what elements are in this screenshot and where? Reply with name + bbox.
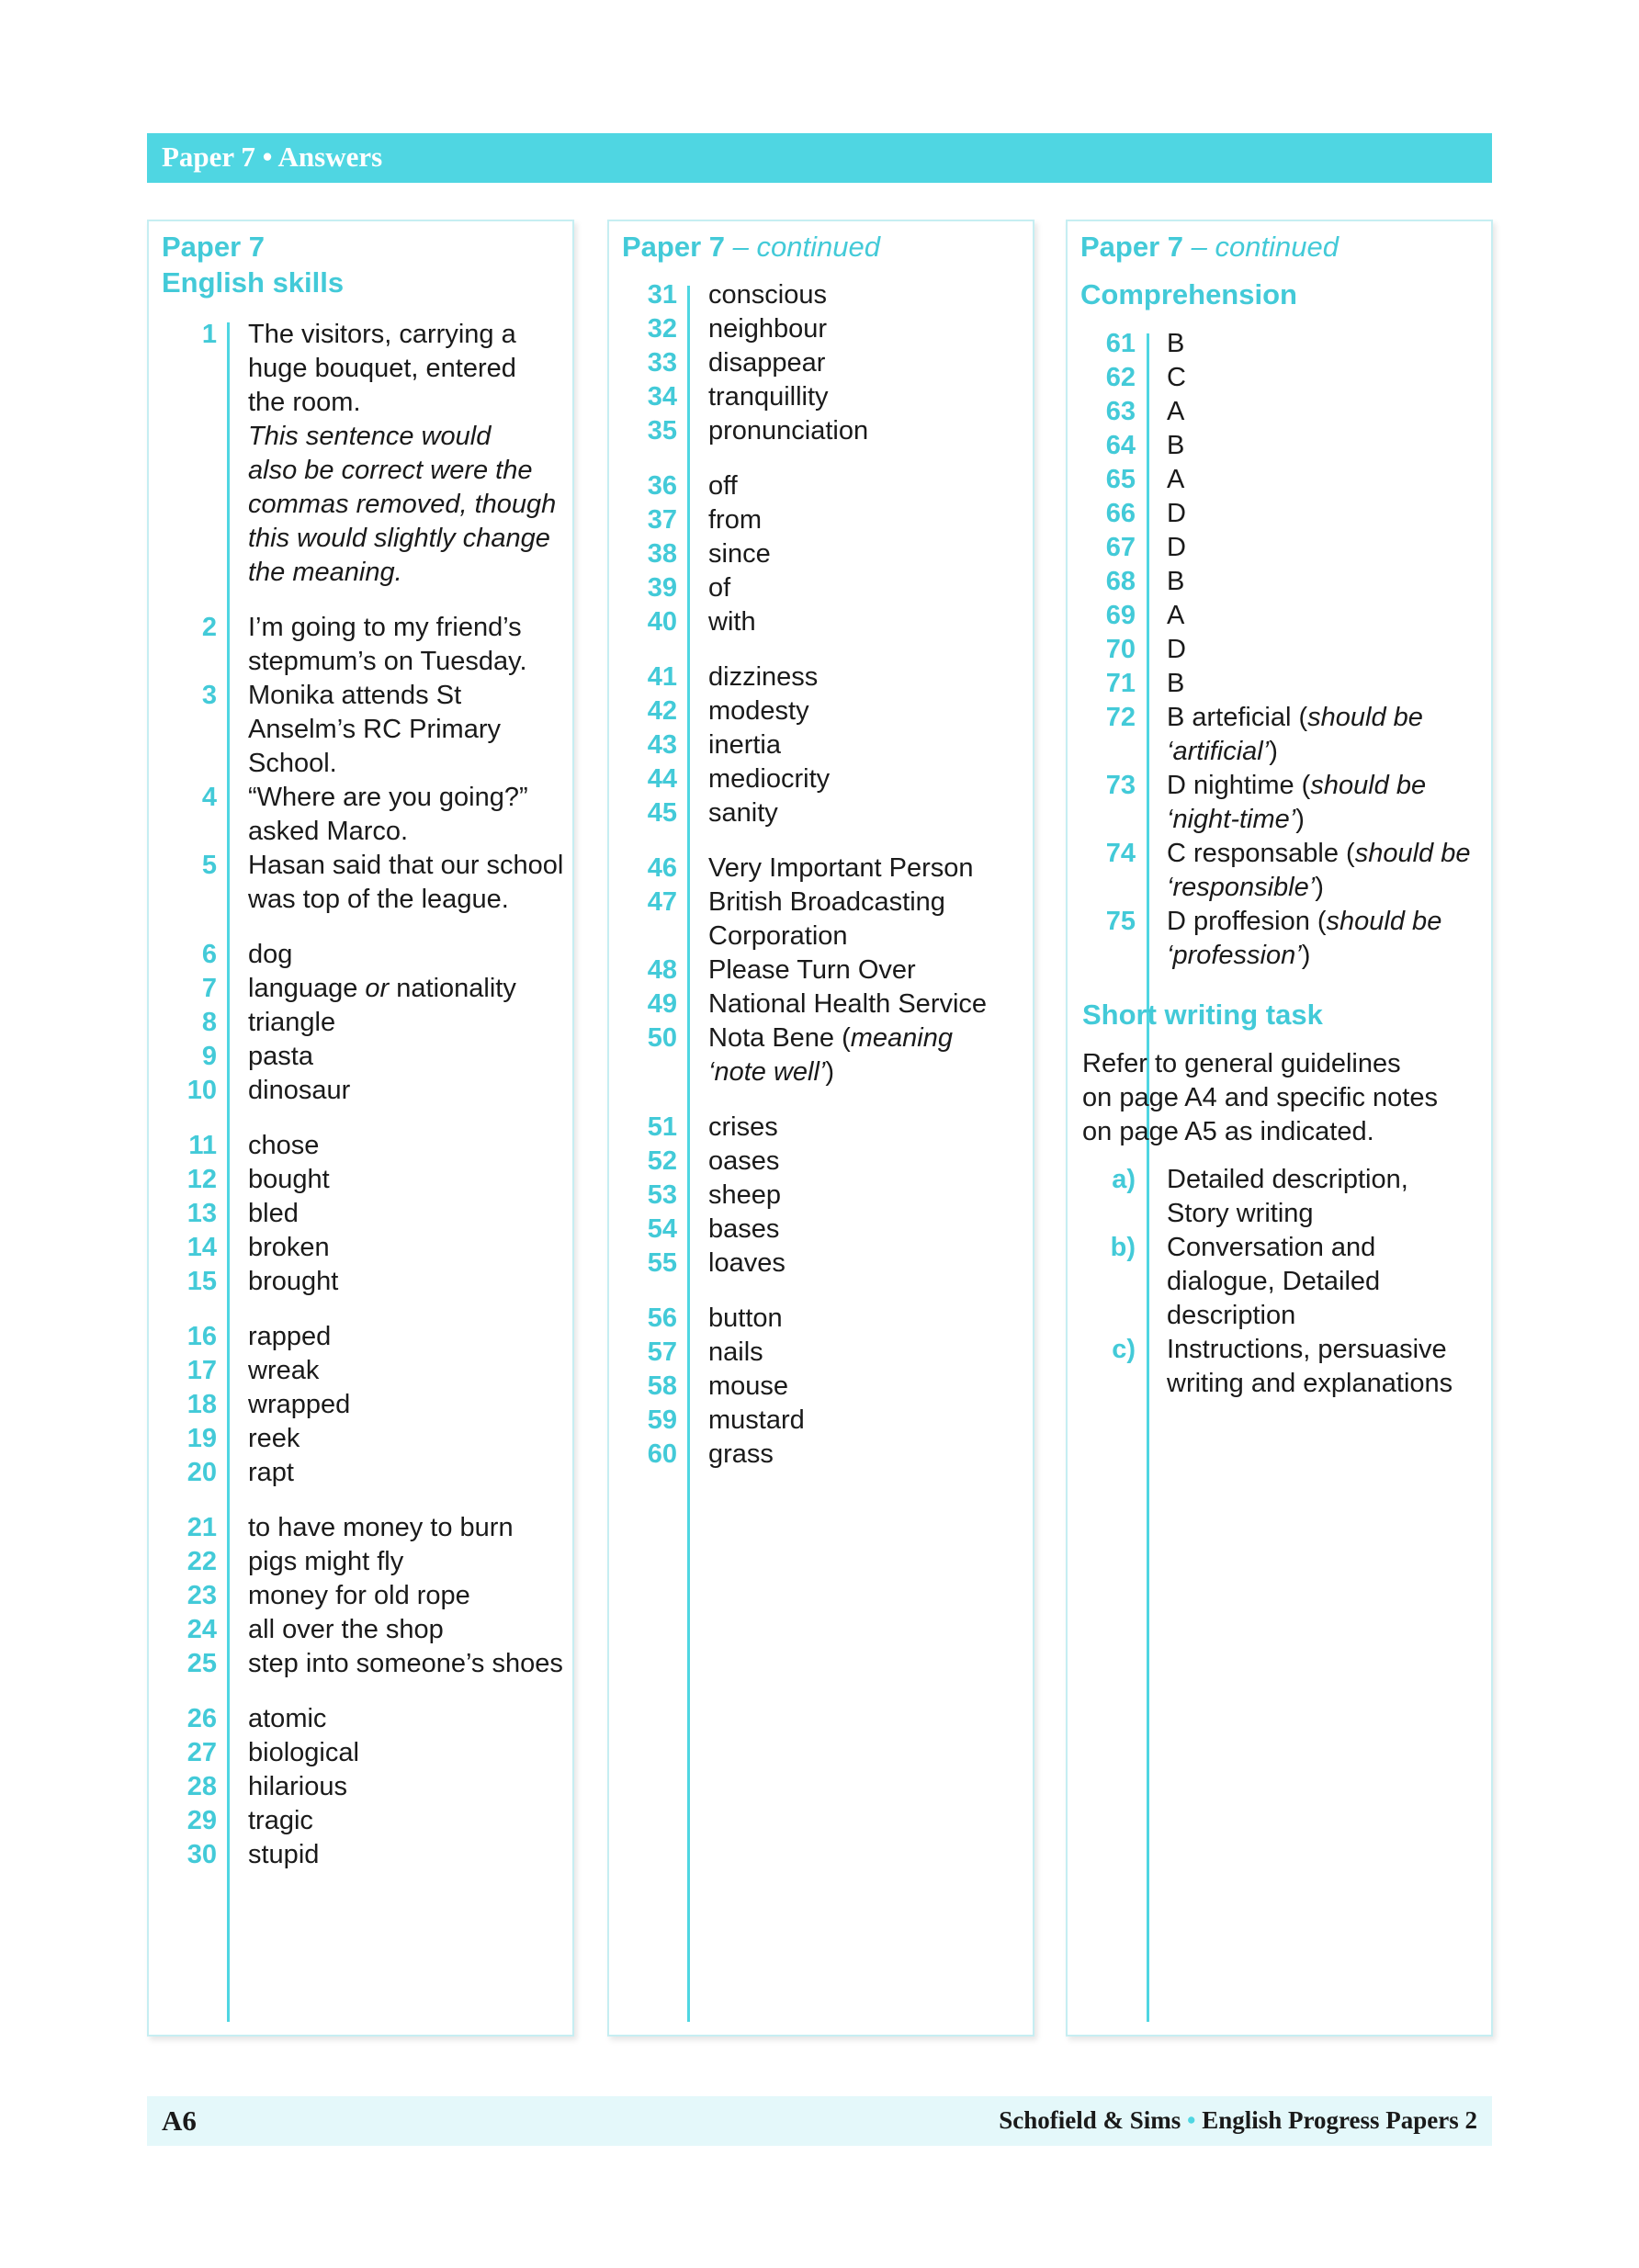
answer-number: 32 [647, 314, 677, 344]
answer-number: 13 [187, 1199, 217, 1228]
answer-number: 19 [187, 1424, 217, 1453]
answer-text [248, 1838, 319, 1872]
answer-line: Instructions, persuasive [1167, 1335, 1447, 1364]
answer-text [248, 1265, 338, 1299]
answer-text [248, 1006, 335, 1040]
answer-number: 45 [647, 798, 677, 828]
answer-line: asked Marco. [248, 817, 409, 846]
answer-number: 21 [187, 1513, 217, 1542]
answer-text [248, 1702, 326, 1736]
answer-line: pigs might fly [248, 1547, 404, 1576]
answer-text [1167, 1231, 1380, 1333]
answer-line: Conversation and [1167, 1233, 1376, 1262]
answer-text [248, 318, 556, 590]
answer-line: Monika attends St [248, 681, 462, 710]
answer-line: commas removed, though [248, 490, 557, 519]
answer-line: triangle [248, 1008, 336, 1037]
answer-number: 75 [1105, 907, 1136, 936]
comprehension-heading: Comprehension [1080, 278, 1297, 310]
answer-line: language or nationality [248, 974, 516, 1003]
answer-line: this would slightly change [248, 524, 550, 553]
answer-number: 20 [187, 1458, 217, 1487]
answer-line: dizziness [708, 662, 819, 692]
answer-text [708, 728, 781, 762]
answer-line: mouse [708, 1371, 789, 1401]
answer-line: ‘profession’) [1167, 941, 1311, 970]
answer-number: 65 [1105, 465, 1136, 494]
answer-line: British Broadcasting [708, 887, 945, 917]
answer-number: 43 [647, 730, 677, 760]
answer-number: 30 [187, 1840, 217, 1869]
answer-text [1167, 837, 1471, 905]
answer-line: pasta [248, 1042, 313, 1071]
answer-line: neighbour [708, 314, 827, 344]
answer-number: 40 [647, 607, 677, 637]
answer-line: B [1167, 669, 1185, 698]
answer-number: 57 [647, 1337, 677, 1367]
answer-line: modesty [708, 696, 809, 726]
answer-line: inertia [708, 730, 781, 760]
answer-text [1167, 395, 1184, 429]
answer-text [1167, 531, 1186, 565]
panel-3-rule-bottom [1147, 1168, 1149, 2022]
answer-number: 23 [187, 1581, 217, 1610]
answer-text [708, 1370, 788, 1404]
answer-number: 48 [647, 955, 677, 985]
answer-text [708, 312, 827, 346]
answer-text [708, 1302, 783, 1336]
page-header-title: Paper 7 • Answers [162, 141, 383, 173]
answer-number: 25 [187, 1649, 217, 1678]
answer-number: a) [1112, 1165, 1136, 1194]
answer-line: Hasan said that our school [248, 851, 564, 880]
answer-line: B arteficial (should be [1167, 703, 1423, 732]
answer-number: 66 [1105, 499, 1136, 528]
answer-number: 53 [647, 1180, 677, 1210]
answer-text [248, 1040, 313, 1074]
answer-line: A [1167, 465, 1185, 494]
answer-line: also be correct were the [248, 456, 533, 485]
answer-line: stepmum’s on Tuesday. [248, 647, 527, 676]
answer-number: 54 [647, 1214, 677, 1244]
answer-number: 49 [647, 989, 677, 1019]
answer-line: broken [248, 1233, 330, 1262]
answer-line: dinosaur [248, 1076, 351, 1105]
answer-number: 39 [647, 573, 677, 603]
answer-text [708, 380, 829, 414]
answer-text [1167, 769, 1426, 837]
answer-text [248, 1613, 444, 1647]
answer-text [248, 972, 516, 1006]
answer-text [708, 537, 771, 571]
answer-line: Detailed description, [1167, 1165, 1408, 1194]
answer-number: 24 [187, 1615, 217, 1644]
panel-1-heading: Paper 7 [162, 231, 266, 263]
answer-line: description [1167, 1301, 1296, 1330]
answers-panel-3 [1066, 220, 1493, 2037]
answer-line: stupid [248, 1840, 320, 1869]
answer-text [708, 1213, 779, 1247]
answers-panel-2 [607, 220, 1034, 2037]
answer-text [708, 660, 818, 694]
answer-number: 60 [647, 1439, 677, 1469]
answer-text [248, 679, 501, 781]
answer-line: Anselm’s RC Primary [248, 715, 502, 744]
answer-line: This sentence would [248, 422, 492, 451]
answer-text [248, 1074, 350, 1108]
answer-text [708, 694, 809, 728]
answer-number: 8 [201, 1008, 217, 1037]
answer-text [708, 469, 738, 503]
answer-text [708, 987, 987, 1021]
answer-text [248, 1804, 313, 1838]
answer-line: B [1167, 567, 1185, 596]
answer-line: grass [708, 1439, 774, 1469]
answer-number: 11 [188, 1131, 217, 1160]
panel-1-subheading: English skills [162, 266, 345, 299]
answer-line: writing and explanations [1167, 1369, 1453, 1398]
answer-number: 3 [201, 681, 217, 710]
answer-line: D [1167, 533, 1186, 562]
answer-number: 38 [647, 539, 677, 569]
answer-number: 28 [187, 1772, 217, 1801]
answer-number: 26 [187, 1704, 217, 1733]
answer-line: off [708, 471, 738, 501]
answer-text [248, 1231, 330, 1265]
answer-number: 70 [1105, 635, 1136, 664]
answer-text [248, 1511, 514, 1545]
answer-text [708, 852, 974, 886]
answer-line: of [708, 573, 731, 603]
answer-text [248, 1163, 330, 1197]
answer-number: 10 [187, 1076, 217, 1105]
answer-text [1167, 667, 1184, 701]
answer-number: 12 [187, 1165, 217, 1194]
answer-line: Nota Bene (meaning [708, 1023, 954, 1053]
answer-line: ‘note well’) [708, 1057, 835, 1087]
answer-number: 22 [187, 1547, 217, 1576]
answer-text [1167, 701, 1423, 769]
answer-text [248, 781, 528, 849]
answer-line: wreak [248, 1356, 320, 1385]
answer-line: D proffesion (should be [1167, 907, 1442, 936]
answer-line: B [1167, 329, 1185, 358]
answer-text [248, 1388, 350, 1422]
answer-text [1167, 1333, 1452, 1401]
answer-number: 16 [187, 1322, 217, 1351]
answer-text [248, 938, 292, 972]
answer-number: 35 [647, 416, 677, 446]
answer-line: Please Turn Over [708, 955, 916, 985]
answer-line: D [1167, 499, 1186, 528]
answer-text [708, 1336, 763, 1370]
answer-line: was top of the league. [248, 885, 509, 914]
answer-line: D [1167, 635, 1186, 664]
answer-line: sanity [708, 798, 778, 828]
answer-text [708, 503, 762, 537]
answer-text [248, 1422, 300, 1456]
answer-number: 18 [187, 1390, 217, 1419]
answer-line: loaves [708, 1248, 786, 1278]
answer-line: D nightime (should be [1167, 771, 1427, 800]
answer-number: 42 [647, 696, 677, 726]
answer-line: pronunciation [708, 416, 869, 446]
answer-text [248, 1579, 470, 1613]
answer-number: c) [1112, 1335, 1136, 1364]
answer-line: ‘responsible’) [1167, 873, 1324, 902]
answer-text [248, 1647, 563, 1681]
answer-text [708, 886, 945, 953]
answer-line: A [1167, 601, 1185, 630]
answer-line: The visitors, carrying a [248, 320, 516, 349]
answer-text [708, 346, 825, 380]
answer-line: hilarious [248, 1772, 347, 1801]
answer-text [248, 611, 527, 679]
answer-line: Corporation [708, 921, 848, 951]
answer-line: mediocrity [708, 764, 831, 794]
answer-number: 17 [187, 1356, 217, 1385]
answer-text [1167, 1163, 1408, 1231]
answer-line: tragic [248, 1806, 313, 1835]
answer-text [708, 1179, 781, 1213]
answer-line: ‘artificial’) [1167, 737, 1278, 766]
answer-number: 29 [187, 1806, 217, 1835]
answer-number: 2 [201, 613, 217, 642]
answer-number: 41 [647, 662, 677, 692]
answer-line: reek [248, 1424, 300, 1453]
answer-line: button [708, 1303, 783, 1333]
answer-number: 37 [647, 505, 677, 535]
answer-number: 74 [1105, 839, 1136, 868]
answer-number: 73 [1105, 771, 1136, 800]
answer-line: C responsable (should be [1167, 839, 1471, 868]
answer-line: sheep [708, 1180, 782, 1210]
answer-number: 51 [647, 1112, 677, 1142]
answer-number: 4 [201, 783, 217, 812]
answer-line: tranquillity [708, 382, 829, 412]
panel-2-rule [687, 286, 690, 2022]
panel-1-rule [227, 322, 230, 2022]
answer-line: B [1167, 431, 1185, 460]
answer-text [708, 571, 730, 605]
answer-number: 56 [647, 1303, 677, 1333]
answer-line: I’m going to my friend’s [248, 613, 522, 642]
answer-number: 5 [201, 851, 217, 880]
publisher-line: Schofield & Sims • English Progress Papers 2 [999, 2106, 1477, 2134]
answer-number: 61 [1105, 329, 1136, 358]
answer-line: step into someone’s shoes [248, 1649, 563, 1678]
answer-text [708, 1021, 953, 1089]
answer-text [248, 1197, 299, 1231]
answer-number: 33 [647, 348, 677, 378]
answer-text [708, 1438, 774, 1472]
answer-number: 63 [1105, 397, 1136, 426]
answer-number: 46 [647, 853, 677, 883]
answer-number: 69 [1105, 601, 1136, 630]
answer-text [1167, 361, 1186, 395]
answer-text [248, 1129, 319, 1163]
answer-number: 55 [647, 1248, 677, 1278]
answer-number: 7 [201, 974, 217, 1003]
answer-number: 36 [647, 471, 677, 501]
answer-line: School. [248, 749, 337, 778]
answer-text [708, 762, 830, 796]
answer-number: 14 [187, 1233, 217, 1262]
short-writing-task-heading: Short writing task [1082, 999, 1323, 1031]
answers-panel-1 [147, 220, 574, 2037]
answer-line: brought [248, 1267, 339, 1296]
answer-number: 64 [1105, 431, 1136, 460]
answer-text [708, 414, 868, 448]
answer-line: National Health Service [708, 989, 988, 1019]
answer-text [248, 849, 563, 917]
answer-number: b) [1110, 1233, 1136, 1262]
answer-number: 50 [647, 1023, 677, 1053]
answer-text [708, 796, 778, 830]
answer-line: bases [708, 1214, 780, 1244]
answer-number: 34 [647, 382, 677, 412]
answer-line: from [708, 505, 762, 535]
answer-text [248, 1770, 347, 1804]
answer-line: to have money to burn [248, 1513, 514, 1542]
answer-number: 31 [647, 280, 677, 310]
answer-text [1167, 327, 1184, 361]
answer-line: chose [248, 1131, 320, 1160]
answer-line: biological [248, 1738, 359, 1767]
answer-line: bought [248, 1165, 330, 1194]
answer-number: 1 [201, 320, 217, 349]
answer-number: 72 [1105, 703, 1136, 732]
answer-number: 44 [647, 764, 677, 794]
answer-text [708, 1111, 778, 1145]
answer-line: the meaning. [248, 558, 402, 587]
answer-number: 9 [201, 1042, 217, 1071]
answer-number: 71 [1105, 669, 1136, 698]
answer-number: 59 [647, 1405, 677, 1435]
answer-line: wrapped [248, 1390, 351, 1419]
answer-number: 67 [1105, 533, 1136, 562]
answer-text [248, 1354, 319, 1388]
answer-number: 47 [647, 887, 677, 917]
answer-line: A [1167, 397, 1185, 426]
answer-text [1167, 463, 1184, 497]
answer-number: 62 [1105, 363, 1136, 392]
answer-number: 15 [187, 1267, 217, 1296]
answer-line: atomic [248, 1704, 327, 1733]
answer-text [1167, 429, 1184, 463]
answer-text [708, 278, 827, 312]
answer-line: C [1167, 363, 1186, 392]
answer-number: 68 [1105, 567, 1136, 596]
answer-number: 52 [647, 1146, 677, 1176]
answer-line: rapped [248, 1322, 332, 1351]
answer-line: with [708, 607, 756, 637]
answer-text [708, 953, 916, 987]
answer-line: mustard [708, 1405, 805, 1435]
answer-number: 6 [201, 940, 217, 969]
answer-line: Very Important Person [708, 853, 974, 883]
answer-number: 58 [647, 1371, 677, 1401]
short-writing-intro: Refer to general guidelines on page A4 and specific notes on page A5 as indicated. [1082, 1049, 1438, 1146]
answer-text [708, 1404, 805, 1438]
answer-line: Story writing [1167, 1199, 1314, 1228]
page-header-banner [147, 133, 1492, 183]
answer-line: oases [708, 1146, 780, 1176]
answer-line: bled [248, 1199, 299, 1228]
answer-line: crises [708, 1112, 778, 1142]
answer-line: money for old rope [248, 1581, 470, 1610]
answer-text [1167, 497, 1186, 531]
answer-text [1167, 599, 1184, 633]
answer-line: conscious [708, 280, 827, 310]
panel-3-heading: Paper 7 – continued [1080, 231, 1339, 263]
answer-line: disappear [708, 348, 826, 378]
answer-line: all over the shop [248, 1615, 444, 1644]
answer-line: “Where are you going?” [248, 783, 528, 812]
page-number: A6 [162, 2104, 197, 2137]
answer-line: the room. [248, 388, 361, 417]
answer-number: 27 [187, 1738, 217, 1767]
panel-2-heading: Paper 7 – continued [622, 231, 880, 263]
answer-text [1167, 905, 1441, 973]
answer-text [248, 1736, 359, 1770]
answer-line: ‘night-time’) [1167, 805, 1305, 834]
answer-text [708, 1145, 779, 1179]
answer-line: dialogue, Detailed [1167, 1267, 1381, 1296]
answer-text [1167, 633, 1186, 667]
answer-text [248, 1320, 331, 1354]
answer-text [1167, 565, 1184, 599]
answer-text [708, 605, 756, 639]
answer-text [708, 1247, 786, 1281]
answer-text [248, 1456, 294, 1490]
answer-line: nails [708, 1337, 763, 1367]
answer-line: rapt [248, 1458, 294, 1487]
answer-text [248, 1545, 403, 1579]
answer-line: huge bouquet, entered [248, 354, 516, 383]
answer-line: since [708, 539, 771, 569]
page-footer [147, 2096, 1492, 2146]
answer-line: dog [248, 940, 293, 969]
